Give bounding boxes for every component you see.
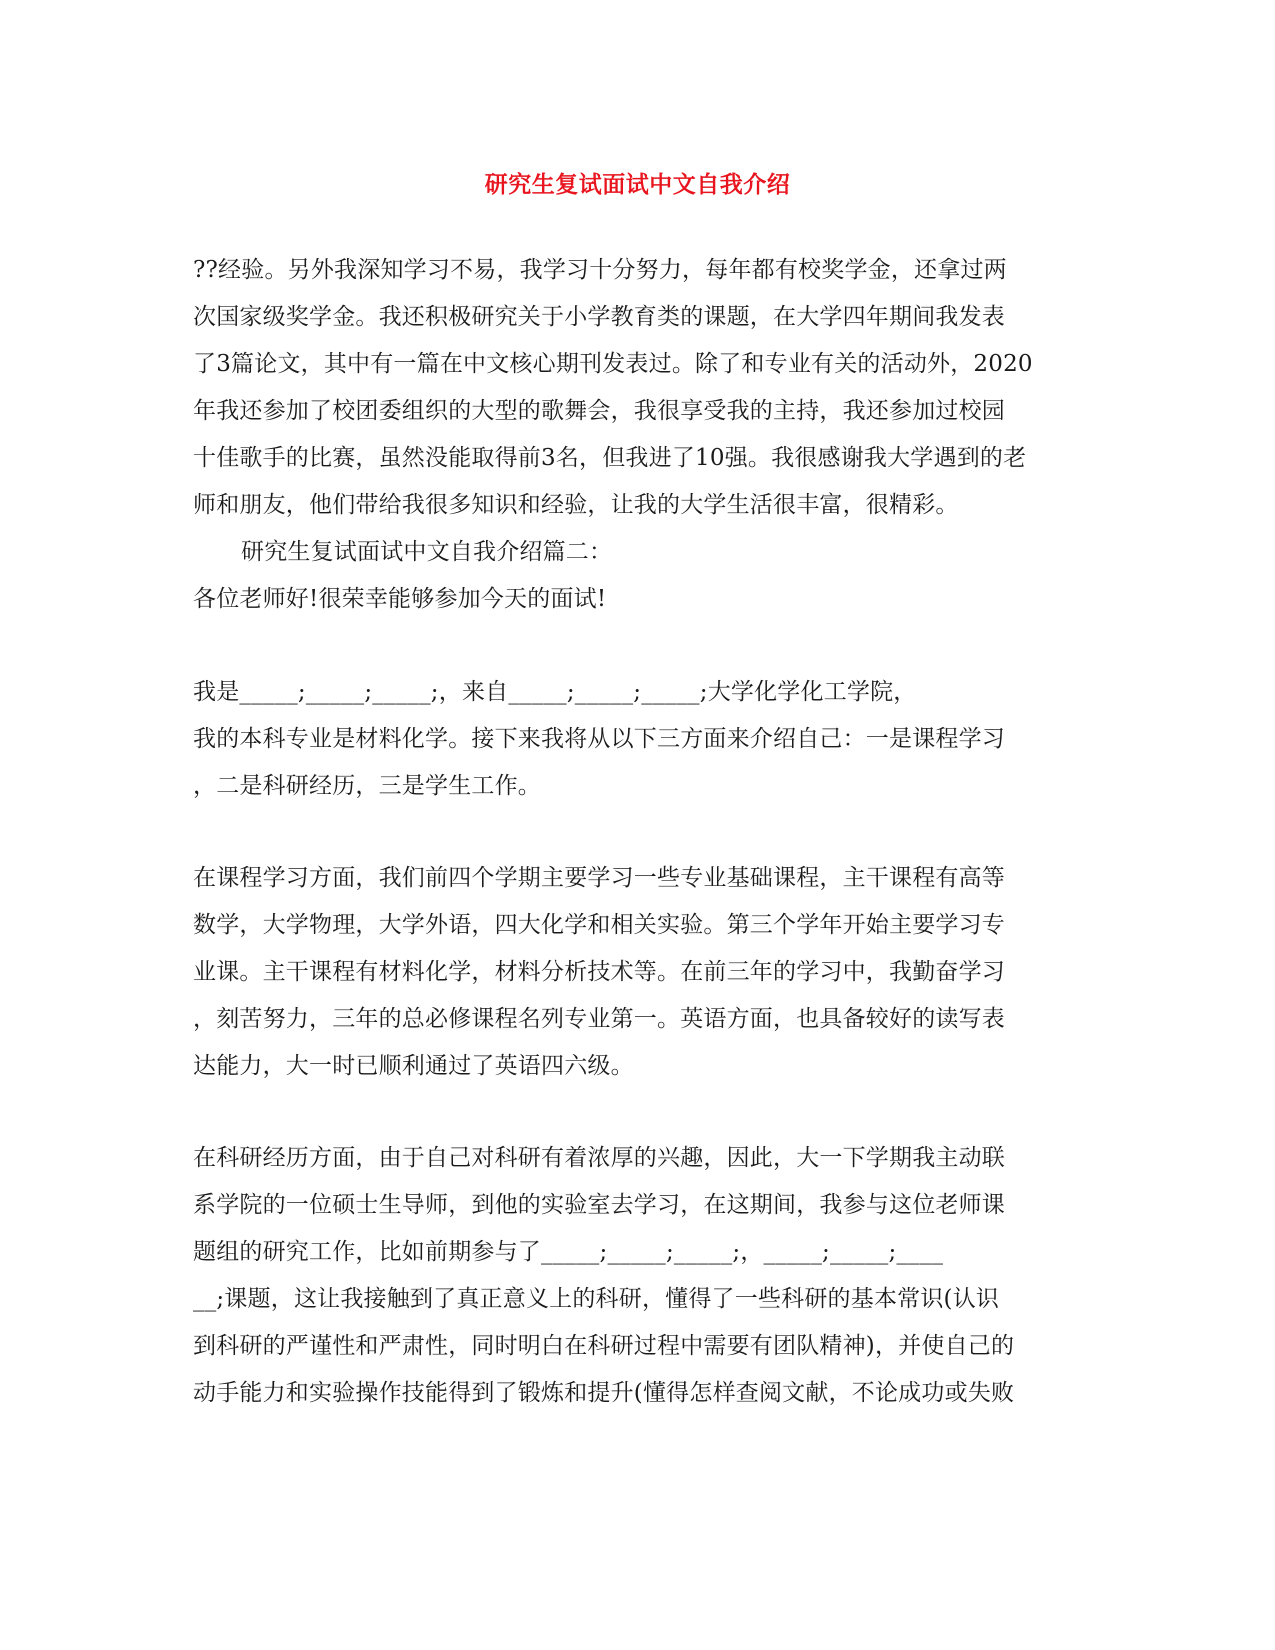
text-line: 我的本科专业是材料化学。接下来我将从以下三方面来介绍自己：一是课程学习 bbox=[193, 726, 1005, 752]
text-line: 在课程学习方面，我们前四个学期主要学习一些专业基础课程，主干课程有高等 bbox=[193, 865, 1005, 891]
text-line: 年我还参加了校团委组织的大型的歌舞会，我很享受我的主持，我还参加过校园 bbox=[193, 398, 1005, 424]
text-line: 到科研的严谨性和严肃性，同时明白在科研过程中需要有团队精神)，并使自己的 bbox=[193, 1333, 1015, 1359]
text-line: 动手能力和实验操作技能得到了锻炼和提升(懂得怎样查阅文献，不论成功或失败 bbox=[193, 1380, 1015, 1406]
text-line: 师和朋友，他们带给我很多知识和经验，让我的大学生活很丰富，很精彩。 bbox=[193, 492, 959, 518]
text-line: ，刻苦努力，三年的总必修课程名列专业第一。英语方面，也具备较好的读写表 bbox=[193, 1006, 1005, 1032]
text-line: 在科研经历方面，由于自己对科研有着浓厚的兴趣，因此，大一下学期我主动联 bbox=[193, 1145, 1005, 1171]
text-line: 各位老师好!很荣幸能够参加今天的面试! bbox=[193, 586, 607, 612]
text-line: ??经验。另外我深知学习不易，我学习十分努力，每年都有校奖学金，还拿过两 bbox=[193, 257, 1007, 283]
text-line: 数学，大学物理，大学外语，四大化学和相关实验。第三个学年开始主要学习专 bbox=[193, 912, 1005, 938]
section-heading: 研究生复试面试中文自我介绍篇二： bbox=[241, 539, 613, 565]
text-line: 我是_____;_____;_____;，来自_____;_____;_____;大学化学化工学院， bbox=[193, 679, 917, 705]
text-line: 题组的研究工作，比如前期参与了_____;_____;_____;，_____;_____;____ bbox=[193, 1239, 944, 1265]
text-line: ，二是科研经历，三是学生工作。 bbox=[193, 773, 541, 799]
text-line: __;课题，这让我接触到了真正意义上的科研，懂得了一些科研的基本常识(认识 bbox=[193, 1286, 1000, 1312]
text-line: 业课。主干课程有材料化学，材料分析技术等。在前三年的学习中，我勤奋学习 bbox=[193, 959, 1005, 985]
text-line: 次国家级奖学金。我还积极研究关于小学教育类的课题，在大学四年期间我发表 bbox=[193, 304, 1005, 330]
text-line: 系学院的一位硕士生导师，到他的实验室去学习，在这期间，我参与这位老师课 bbox=[193, 1192, 1005, 1218]
text-line: 了3篇论文，其中有一篇在中文核心期刊发表过。除了和专业有关的活动外，2020 bbox=[193, 351, 1033, 377]
text-line: 十佳歌手的比赛，虽然没能取得前3名，但我进了10强。我很感谢我大学遇到的老 bbox=[193, 445, 1027, 471]
document-title: 研究生复试面试中文自我介绍 bbox=[484, 171, 791, 198]
text-line: 达能力，大一时已顺利通过了英语四六级。 bbox=[193, 1053, 634, 1079]
